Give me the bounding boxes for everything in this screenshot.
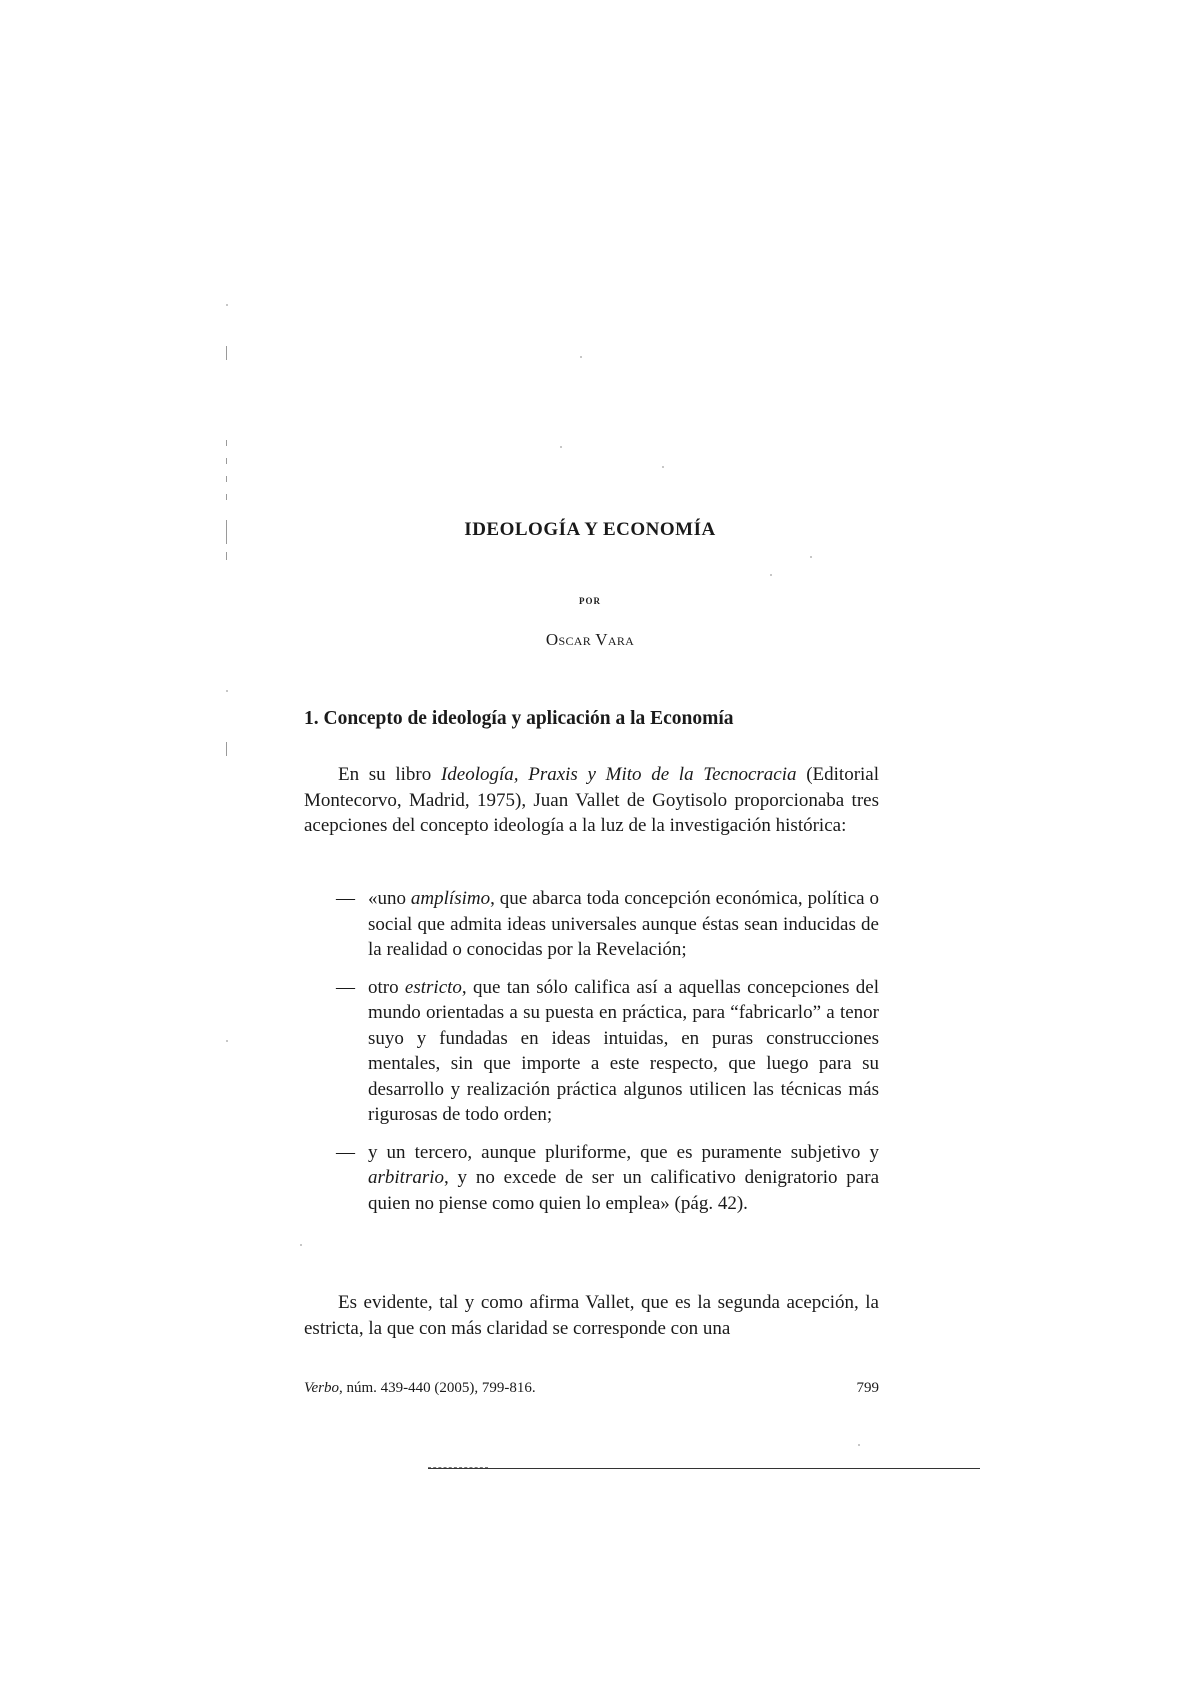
scan-artifact (858, 1444, 860, 1446)
scan-artifact (560, 446, 562, 448)
list-dash: — (336, 1141, 355, 1163)
scan-artifact (580, 356, 582, 358)
list-dash: — (336, 976, 355, 998)
scan-artifact (226, 440, 227, 446)
journal-name: Verbo (304, 1380, 339, 1396)
p1-text-before: En su libro (338, 764, 441, 785)
scan-artifact (226, 520, 227, 544)
body-paragraph-1 (304, 762, 879, 839)
list-item (336, 975, 879, 1128)
scan-artifact (226, 476, 227, 482)
list-item-emphasis: estricto (404, 976, 462, 998)
scan-artifact (226, 690, 228, 692)
bottom-rule (428, 1468, 980, 1469)
scan-artifact (226, 552, 227, 560)
list-item-text-after: , y no excede de ser un calificativo denigratorio para quien no piense como quien lo emplea» (pág. 42). (368, 1167, 879, 1214)
list-item-text-before: «uno (368, 888, 411, 909)
list-item-text-before: y un tercero, aunque pluriforme, que es puramente subjetivo y (368, 1141, 879, 1163)
page-number: 799 (856, 1380, 879, 1396)
book-title: Ideología, Praxis y Mito de la Tecnocracia (440, 764, 797, 785)
list-item-text-before: otro (368, 976, 405, 998)
scan-artifact (226, 742, 227, 756)
article-title: IDEOLOGÍA Y ECONOMÍA (464, 519, 716, 540)
footer-citation (304, 1380, 536, 1397)
scan-artifact (662, 466, 664, 468)
scan-artifact (226, 458, 227, 464)
scan-artifact (226, 346, 227, 360)
list-item-text-after: , que abarca toda concepción económica, política o social que admita ideas universales aunque éstas sean inducidas de la realidad o conocidas por la Revelación; (368, 888, 879, 960)
list-item-text-after: , que tan sólo califica así a aquellas concepciones del mundo orientadas a su puesta en práctica, para “fabricarlo” a tenor suyo y fundadas en ideas intuidas, en puras construcciones mentales, sin que importe a este respecto, que luego para su desarrollo y realización práctica algunos utilicen las técnicas más rigurosas de todo orden; (368, 976, 879, 1125)
scan-artifact (226, 304, 228, 306)
list-dash: — (336, 888, 355, 909)
list-item (336, 886, 879, 963)
list-item-emphasis: amplísimo (410, 888, 491, 909)
scan-artifact (300, 1244, 302, 1246)
bottom-rule-dashed (428, 1467, 488, 1468)
scan-artifact (810, 556, 812, 558)
list-item (336, 1140, 879, 1217)
list-item-emphasis: arbitrario (368, 1167, 445, 1188)
article-author: Oscar Vara (545, 630, 635, 649)
p1-text-after: (Editorial Montecorvo, Madrid, 1975), Juan Vallet de Goytisolo proporcionaba tres acepciones del concepto ideología a la luz de la investigación histórica: (304, 764, 880, 836)
definition-list (336, 886, 879, 1228)
scan-artifact (226, 1040, 228, 1042)
body-paragraph-2: Es evidente, tal y como afirma Vallet, que es la segunda acepción, la estricta, la que con más claridad se corresponde con una (304, 1292, 879, 1339)
scan-artifact (226, 494, 227, 500)
citation-details: , núm. 439-440 (2005), 799-816. (339, 1380, 536, 1396)
section-heading: 1. Concepto de ideología y aplicación a la Economía (304, 708, 734, 729)
byline-por: POR (579, 596, 601, 606)
scan-artifact (770, 574, 772, 576)
